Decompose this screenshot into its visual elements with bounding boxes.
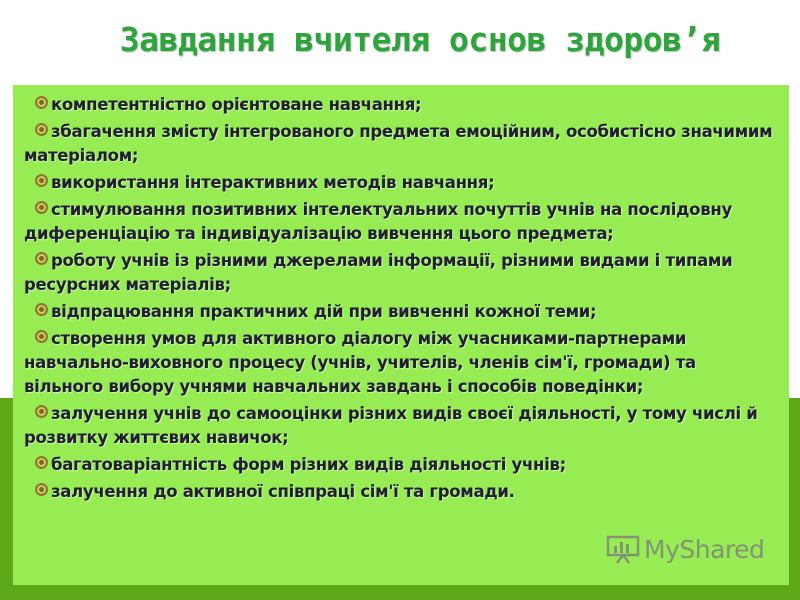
list-item [24,480,779,504]
list-item-text: залучення до активної співпраці сім'ї та громади. [51,482,515,501]
list-item [24,120,779,168]
list-item [24,93,779,117]
list-item-text: стимулювання позитивних інтелектуальних почуттів учнів на послідовну диференціацію та індивідуалізацію вивчення цього предмета; [24,200,732,243]
list-item-text: роботу учнів із різними джерелами інформації, різними видами і типами ресурсних матеріалів; [24,251,733,294]
bullet-icon [35,330,48,343]
bullet-icon [35,405,48,418]
list-item-text: використання інтерактивних методів навчання; [51,173,495,192]
list-item-text: компетентністно орієнтоване навчання; [51,95,422,114]
list-item [24,453,779,477]
list-item [24,171,779,195]
bullet-icon [35,201,48,214]
list-item-text: збагачення змісту інтегрованого предмета емоційним, особистісно значимим матеріалом; [24,122,773,165]
list-item [24,300,779,324]
list-item [24,249,779,297]
list-item [24,198,779,246]
list-item-text: багатоваріантність форм різних видів діяльності учнів; [51,455,566,474]
bullet-list [24,93,779,504]
list-item-text: залучення учнів до самооцінки різних видів своєї діяльності, у тому числі й розвитку життєвих навичок; [24,404,758,447]
bullet-icon [35,303,48,316]
bullet-icon [35,123,48,136]
bullet-icon [35,483,48,496]
bullet-icon [35,96,48,109]
list-item [24,402,779,450]
list-item [24,327,779,399]
bullet-icon [35,174,48,187]
content-box [13,85,789,585]
watermark-logo [606,533,764,565]
bullet-icon [35,456,48,469]
presentation-board-icon [606,534,640,564]
bullet-icon [35,252,48,265]
list-item-text: створення умов для активного діалогу між учасниками-партнерами навчально-виховного процесу (учнів, учителів, членів сім'ї, громади) та вільного вибору учнями навчальних завдань і способів поведінки; [24,329,696,396]
slide-title: Завдання вчителя основ здоров’я [119,20,721,59]
list-item-text: відпрацювання практичних дій при вивченні кожної теми; [51,302,597,321]
watermark-text: MyShared [644,534,765,564]
